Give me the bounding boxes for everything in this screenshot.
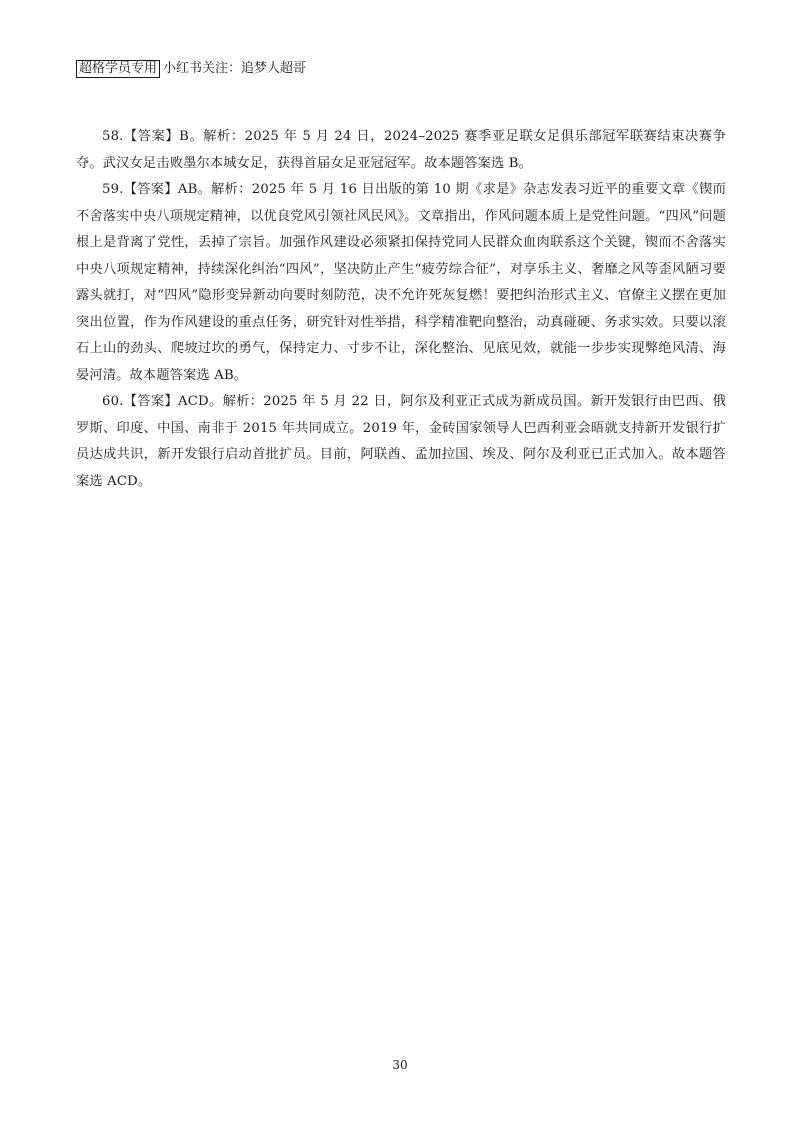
answer-label: 【答案】 (123, 182, 178, 197)
answer-content (76, 124, 726, 495)
answer-number: 59. (102, 182, 124, 197)
answer-number: 60. (102, 394, 124, 409)
answer-item-59 (76, 177, 726, 389)
page-number: 30 (392, 1058, 408, 1072)
answer-item-58 (76, 124, 726, 177)
header-note: 小红书关注：追梦人超哥 (163, 61, 307, 76)
answer-label: 【答案】 (123, 129, 180, 144)
answer-text: AB。解析：2025 年 5 月 16 日出版的第 10 期《求是》杂志发表习近平的重要文章《锲而不舍落实中央八项规定精神，以优良党风引领社风民风》。文章指出，作风问题本质上是党性问题。“四风”问题根上是背离了党性，丢掉了宗旨。加强作风建设必须紧扣保持党同人民群众血肉联系这个关键，锲而不舍落实中央八项规定精神，持续深化纠治“四风”，坚决防止产生“疲劳综合征”，对享乐主义、奢靡之风等歪风陋习要露头就打，对“四风”隐形变异新动向要时刻防范，决不允许死灰复燃！要把纠治形式主义、官僚主义摆在更加突出位置，作为作风建设的重点任务，研究针对性举措，科学精准靶向整治，动真碰硬、务求实效。只要以滚石上山的劲头、爬坡过坎的勇气，保持定力、寸步不让，深化整治、见底见效，就能一步步实现弊绝风清、海晏河清。故本题答案选 AB。 (76, 182, 726, 383)
answer-text: ACD。解析：2025 年 5 月 22 日，阿尔及利亚正式成为新成员国。新开发银行由巴西、俄罗斯、印度、中国、南非于 2015 年共同成立。2019 年，金砖国家领导人巴西利亚会晤就支持新开发银行扩员达成共识，新开发银行启动首批扩员。目前，阿联酋、孟加拉国、埃及、阿尔及利亚已正式加入。故本题答案选 ACD。 (76, 394, 726, 489)
answer-text: B。解析：2025 年 5 月 24 日，2024–2025 赛季亚足联女足俱乐部冠军联赛结束决赛争夺。武汉女足击败墨尔本城女足，获得首届女足亚冠冠军。故本题答案选 B。 (76, 129, 726, 171)
answer-item-60 (76, 389, 726, 495)
header-tag: 超格学员专用 (76, 60, 160, 78)
answer-number: 58. (102, 129, 124, 144)
answer-label: 【答案】 (123, 394, 179, 409)
page-header (76, 60, 306, 78)
